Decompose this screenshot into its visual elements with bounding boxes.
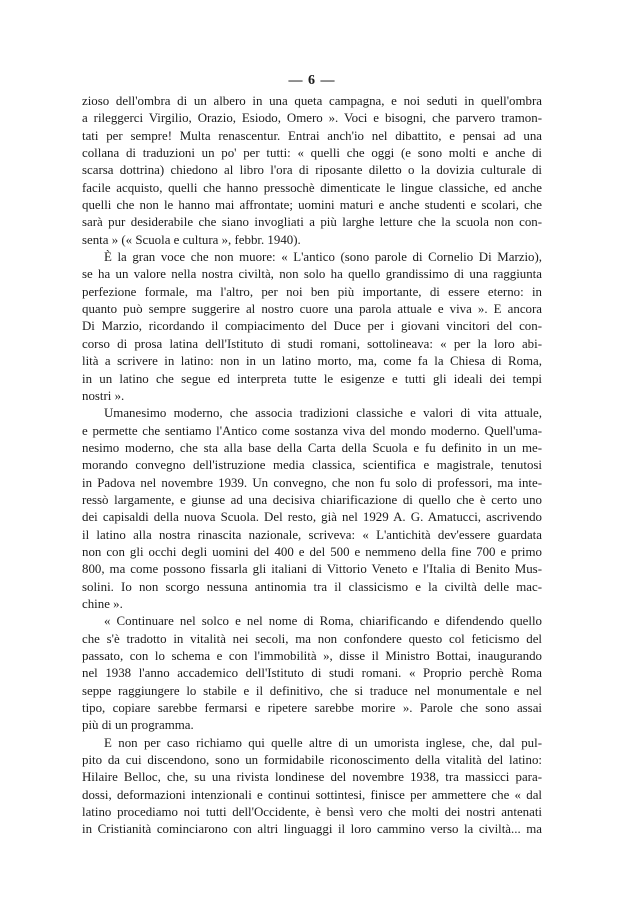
text-line: che s'è tradotto in vitalità nei secoli, ma non confondere questo col feticismo del: [82, 631, 542, 646]
text-line: quanto può sempre suggerire al nostro cuore una parola attuale e viva ». E ancora: [82, 302, 542, 317]
text-line: chine ».: [82, 596, 123, 611]
text-line: nesimo moderno, che sta alla base della Carta della Scuola e fu definito in un me-: [82, 440, 542, 455]
text-line: dei capisaldi della nuova Scuola. Del resto, già nel 1929 A. G. Amatucci, ascrivendo: [82, 510, 542, 525]
text-line: e permette che sentiamo l'Antico come sostanza viva del mondo moderno. Quell'uma-: [82, 423, 542, 438]
text-line: scarsa dottrina) chiedono al libro l'ora di riposante diletto o la dovizia culturale di: [82, 163, 542, 178]
text-line: ressò largamente, e giunse ad una decisiva chiarificazione di quello che è certo uno: [82, 492, 542, 507]
text-line: 800, ma come possono fissarla gli italiani di Vittorio Veneto e l'Italia di Benito Mus-: [82, 562, 542, 577]
text-line: collana di traduzioni un po' per tutti: « quelli che oggi (e sono molti e anche di: [82, 146, 542, 161]
text-line: tati per sempre! Multa renascentur. Entrai anch'io nel dibattito, e pensai ad una: [82, 128, 542, 143]
paragraph: [82, 93, 542, 249]
text-line: lità a scrivere in latino: non in un latino morto, ma, come fa la Chiesa di Roma,: [82, 354, 542, 369]
text-line: il latino alla nostra rinascita nazionale, scriveva: « L'antichità dev'essere guardata: [82, 527, 542, 542]
text-line: facile acquisto, quelli che hanno pressochè dimenticate le lingue classiche, ed anche: [82, 180, 542, 195]
text-line: a rileggerci Virgilio, Orazio, Esiodo, Omero ». Voci e bisogni, che parvero tramon-: [82, 111, 542, 126]
text-line: in Cristianità cominciarono con altri linguaggi il loro cammino verso la civiltà... ma: [82, 822, 542, 837]
text-line: È la gran voce che non muore: « L'antico (sono parole di Cornelio Di Marzio),: [104, 250, 542, 265]
text-line: sarà pur desiderabile che siano invogliati a più larghe letture che la scuola non con-: [82, 215, 542, 230]
text-line: morando convegno dell'istruzione media classica, scientifica e magistrale, tenutosi: [82, 458, 542, 473]
text-line: senta » (« Scuola e cultura », febbr. 1940).: [82, 232, 301, 247]
text-line: perfezione formale, ma l'altro, per noi ben più importante, di essere eterno: in: [82, 284, 542, 299]
text-line: seppe raggiungere lo stabile e il definitivo, che si traduce nel monumentale e nel: [82, 683, 542, 698]
paragraph: [82, 405, 542, 613]
text-line: E non per caso richiamo qui quelle altre di un umorista inglese, che, dal pul-: [104, 735, 542, 750]
text-line: in Padova nel novembre 1939. Un convegno, che non fu solo di professori, ma inte-: [82, 475, 542, 490]
text-line: zioso dell'ombra di un albero in una queta campagna, e noi seduti in quell'ombra: [82, 94, 542, 108]
text-line: « Continuare nel solco e nel nome di Roma, chiarificando e difendendo quello: [104, 614, 542, 629]
text-line: nostri ».: [82, 388, 125, 403]
text-line: Hilaire Belloc, che, su una rivista londinese del novembre 1938, tra massicci para-: [82, 770, 542, 785]
text-line: pito da cui discendono, sono un formidabile riconoscimento della vitalità del latino:: [82, 753, 542, 768]
text-line: solini. Io non scorgo nessuna antinomia tra il classicismo e la civiltà delle mac-: [82, 579, 542, 594]
text-line: tipo, copiare sarebbe fermarsi e ripetere sarebbe morire ». Parole che sono assai: [82, 701, 542, 716]
text-line: quelli che non le hanno mai affrontate; uomini maturi e anche studenti e scolari, che: [82, 198, 542, 213]
text-line: nel 1938 l'anno accademico dell'Istituto di studi romani. « Proprio perchè Roma: [82, 666, 542, 681]
text-line: dossi, deformazioni intenzionali e continui sottintesi, finisce per ammettere che « dal: [82, 787, 542, 802]
page-number: — 6 —: [288, 73, 336, 88]
text-line: Di Marzio, ricordando il compiacimento del Duce per i giovani vincitori del con-: [82, 319, 542, 334]
text-line: latino procediamo noi tutti dell'Occidente, è bensì vero che molti dei nostri antenati: [82, 805, 542, 820]
text-line: più di un programma.: [82, 718, 194, 733]
text-line: non con gli occhi degli uomini del 400 e del 500 e nemmeno della fine 700 e primo: [82, 544, 542, 559]
text-line: se ha un valore nella nostra civiltà, non solo ha quello grandissimo di una raggiunta: [82, 267, 542, 282]
text-line: corso di prosa latina dell'Istituto di studi romani, sottolineava: « per la loro abi-: [82, 336, 542, 351]
body-text: [82, 93, 542, 839]
paragraph: [82, 613, 542, 734]
paragraph: [82, 735, 542, 839]
text-line: passato, con lo schema e con l'immobilità », disse il Ministro Bottai, inaugurando: [82, 649, 542, 663]
text-line: in un latino che segue ed interpreta tutte le esigenze e tutti gli ideali dei tempi: [82, 371, 542, 386]
text-line: Umanesimo moderno, che associa tradizioni classiche e valori di vita attuale,: [104, 406, 542, 421]
paragraph: [82, 249, 542, 405]
